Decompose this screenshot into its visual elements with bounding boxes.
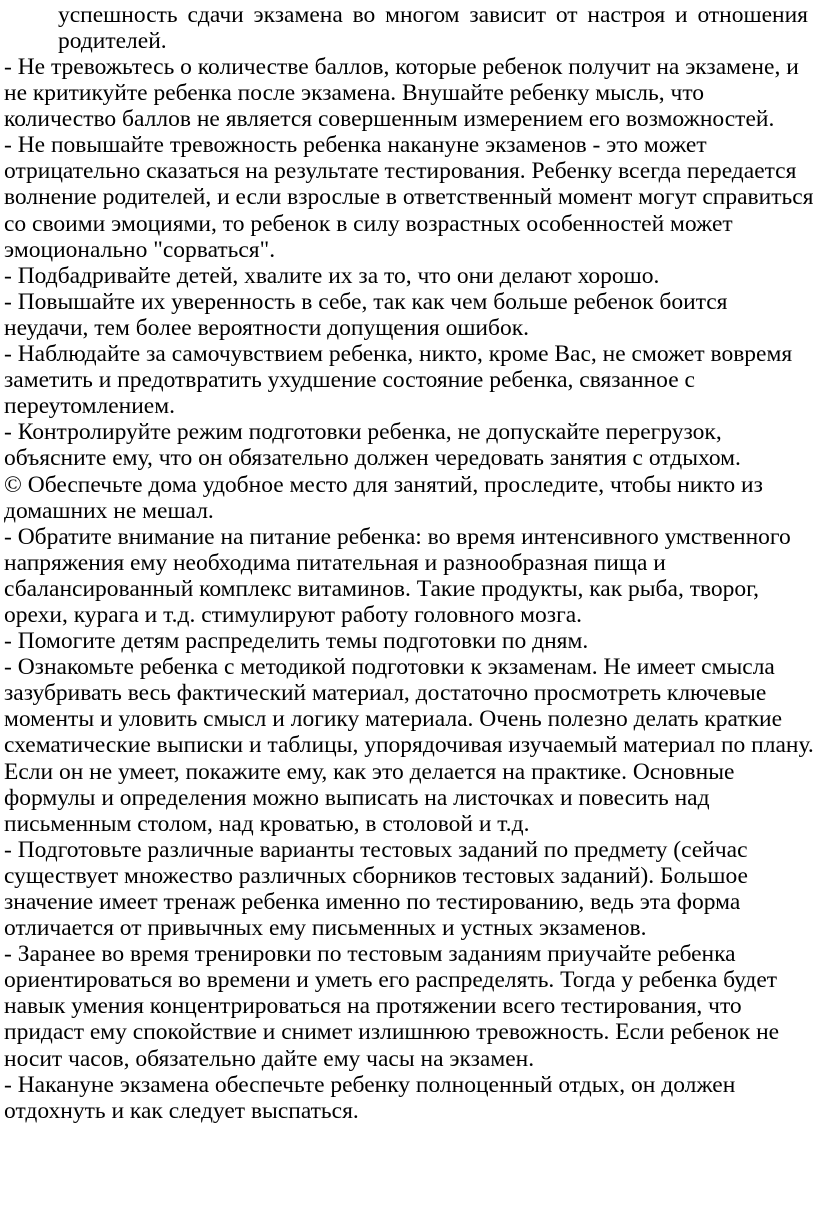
advice-paragraph: - Накануне экзамена обеспечьте ребенку полноценный отдых, он должен отдохнуть и как следует выспаться.	[4, 1071, 736, 1124]
advice-paragraph: - Не повышайте тревожность ребенка накануне экзаменов - это может отрицательно сказаться на результате тестирования. Ребенку всегда передается волнение родителей, и если взрослые в ответственный момент могут справиться со своими эмоциями, то ребенок в силу возрастных особенностей может эмоционально "сорваться".	[4, 132, 814, 263]
advice-paragraph: - Повышайте их уверенность в себе, так как чем больше ребенок боится неудачи, тем более вероятности допущения ошибок.	[4, 288, 728, 341]
advice-paragraph: - Контролируйте режим подготовки ребенка, не допускайте перегрузок, объясните ему, что он обязательно должен чередовать занятия с отдыхом.	[4, 419, 741, 472]
advice-paragraph: - Ознакомьте ребенка с методикой подготовки к экзаменам. Не имеет смысла зазубривать весь фактический материал, достаточно просмотреть ключевые моменты и уловить смысл и логику материала. Очень полезно делать краткие схематические выписки и таблицы, упорядочивая изучаемый материал по плану. Если он не умеет, покажите ему, как это делается на практике. Основные формулы и определения можно выписать на листочках и повесить над письменным столом, над кроватью, в столовой и т.д.	[4, 654, 814, 837]
advice-paragraph: - Заранее во время тренировки по тестовым заданиям приучайте ребенка ориентироваться во времени и уметь его распределять. Тогда у ребенка будет навык умения концентрироваться на протяжении всего тестирования, что придаст ему спокойствие и снимет излишнюю тревожность. Если ребенок не носит часов, обязательно дайте ему часы на экзамен.	[4, 941, 780, 1072]
advice-paragraph: © Обеспечьте дома удобное место для занятий, проследите, чтобы никто из домашних не мешал.	[4, 471, 763, 524]
advice-paragraph: - Не тревожьтесь о количестве баллов, которые ребенок получит на экзамене, и не критикуйте ребенка после экзамена. Внушайте ребенку мысль, что количество баллов не является совершенным измерением его возможностей.	[4, 54, 799, 133]
advice-paragraph: - Подбадривайте детей, хвалите их за то, что они делают хорошо.	[4, 262, 660, 289]
intro-paragraph: успешность сдачи экзамена во многом зависит от настроя и отношения родителей.	[58, 2, 808, 55]
advice-list	[4, 54, 816, 1124]
advice-paragraph: - Наблюдайте за самочувствием ребенка, никто, кроме Вас, не сможет вовремя заметить и предотвратить ухудшение состояние ребенка, связанное с переутомлением.	[4, 341, 793, 420]
advice-paragraph: - Обратите внимание на питание ребенка: во время интенсивного умственного напряжения ему необходима питательная и разнообразная пища и сбалансированный комплекс витаминов. Такие продукты, как рыба, творог, орехи, курага и т.д. стимулируют работу головного мозга.	[4, 523, 791, 628]
advice-paragraph: - Подготовьте различные варианты тестовых заданий по предмету (сейчас существует множество различных сборников тестовых заданий). Большое значение имеет тренаж ребенка именно по тестированию, ведь эта форма отличается от привычных ему письменных и устных экзаменов.	[4, 836, 748, 942]
advice-paragraph: - Помогите детям распределить темы подготовки по дням.	[4, 628, 589, 655]
